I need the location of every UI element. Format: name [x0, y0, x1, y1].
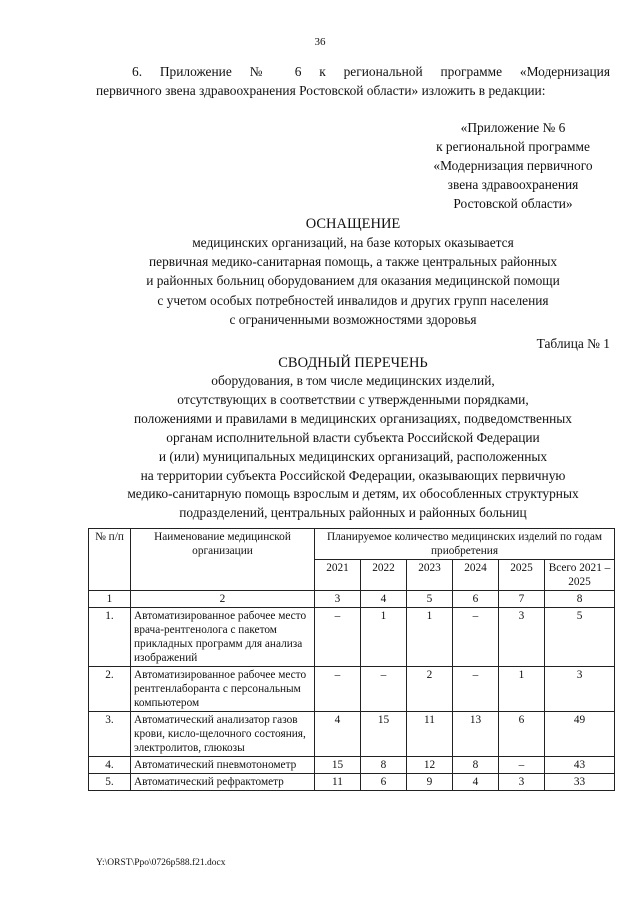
table-row	[89, 757, 615, 774]
table-row	[89, 774, 615, 791]
row-total: 3	[545, 667, 615, 712]
subtitle-line: медицинских организаций, на базе которых оказывается	[192, 235, 514, 250]
index-cell: 6	[453, 591, 499, 608]
index-cell: 5	[407, 591, 453, 608]
header-number: № п/п	[89, 529, 131, 591]
subtitle-line: на территории субъекта Российской Федерации, оказывающих первичную	[140, 467, 566, 483]
appendix-line: Ростовской области»	[453, 196, 573, 211]
file-path-footer: Y:\ORST\Ppo\0726p588.f21.docx	[96, 858, 226, 868]
equipment-table	[88, 528, 615, 791]
subtitle-line: отсутствующих в соответствии с утвержденными порядками,	[177, 391, 529, 407]
row-value: –	[499, 757, 545, 774]
row-value: 11	[407, 712, 453, 757]
row-value: 3	[499, 774, 545, 791]
appendix-line: звена здравоохранения	[447, 177, 579, 192]
subtitle-line: медико-санитарную помощь взрослым и детям, их обособленных структурных	[127, 486, 579, 502]
row-value: 9	[407, 774, 453, 791]
row-number: 5.	[89, 774, 131, 791]
row-value: 3	[499, 608, 545, 667]
row-value: 8	[453, 757, 499, 774]
document-title: ОСНАЩЕНИЕ	[305, 216, 401, 232]
row-name: Автоматический анализатор газов крови, кисло-щелочного состояния, электролитов, глюкозы	[131, 712, 315, 757]
header-year: 2025	[499, 560, 545, 591]
intro-paragraph	[96, 62, 610, 100]
row-value: 6	[499, 712, 545, 757]
subtitle-line: первичная медико-санитарная помощь, а также центральных районных	[148, 254, 558, 270]
table-row	[89, 667, 615, 712]
row-total: 43	[545, 757, 615, 774]
row-value: –	[315, 608, 361, 667]
row-value: 8	[361, 757, 407, 774]
appendix-line: «Модернизация первичного	[433, 158, 593, 173]
row-value: 11	[315, 774, 361, 791]
subtitle-line: положениями и правилами в медицинских организациях, подведомственных	[134, 410, 572, 426]
row-number: 2.	[89, 667, 131, 712]
row-value: 2	[407, 667, 453, 712]
header-year: 2021	[315, 560, 361, 591]
header-year: 2022	[361, 560, 407, 591]
subtitle-line: органам исполнительной власти субъекта Российской Федерации	[166, 429, 540, 445]
index-cell: 1	[89, 591, 131, 608]
row-name: Автоматический пневмотонометр	[131, 757, 315, 774]
row-value: –	[453, 667, 499, 712]
appendix-heading	[406, 118, 620, 213]
row-value: 1	[361, 608, 407, 667]
table-title: СВОДНЫЙ ПЕРЕЧЕНЬ	[278, 355, 428, 371]
index-row	[89, 591, 615, 608]
row-total: 49	[545, 712, 615, 757]
row-value: 1	[499, 667, 545, 712]
row-total: 33	[545, 774, 615, 791]
index-cell: 2	[131, 591, 315, 608]
header-total: Всего 2021 – 2025	[545, 560, 615, 591]
index-cell: 8	[545, 591, 615, 608]
subtitle-line: и районных больниц оборудованием для оказания медицинской помощи	[146, 273, 560, 289]
row-total: 5	[545, 608, 615, 667]
page-number: 36	[314, 36, 326, 48]
row-value: –	[315, 667, 361, 712]
document-subtitle	[96, 233, 610, 329]
appendix-line: к региональной программе	[436, 139, 590, 154]
subtitle-line: с учетом особых потребностей инвалидов и других групп населения	[157, 292, 549, 308]
table-number: Таблица № 1	[536, 336, 610, 351]
row-name: Автоматический рефрактометр	[131, 774, 315, 791]
table-row	[89, 712, 615, 757]
table-subtitle	[96, 372, 610, 523]
header-planned-quantity: Планируемое количество медицинских изделий по годам приобретения	[315, 529, 615, 560]
header-year: 2024	[453, 560, 499, 591]
row-value: 12	[407, 757, 453, 774]
row-value: 4	[315, 712, 361, 757]
row-name: Автоматизированное рабочее место врача-рентгенолога с пакетом прикладных программ для анализа изображений	[131, 608, 315, 667]
row-value: 4	[453, 774, 499, 791]
header-year: 2023	[407, 560, 453, 591]
row-value: 1	[407, 608, 453, 667]
subtitle-line: и (или) муниципальных медицинских организаций, расположенных	[158, 448, 548, 464]
subtitle-line: с ограниченными возможностями здоровья	[229, 311, 477, 327]
subtitle-line: подразделений, центральных районных и районных больниц	[179, 505, 527, 521]
row-number: 1.	[89, 608, 131, 667]
subtitle-line: оборудования, в том числе медицинских изделий,	[211, 373, 495, 388]
row-value: 15	[315, 757, 361, 774]
intro-line-1: 6. Приложение № 6 к региональной программе «Модернизация	[132, 64, 610, 79]
row-number: 4.	[89, 757, 131, 774]
index-cell: 4	[361, 591, 407, 608]
row-value: 13	[453, 712, 499, 757]
row-value: –	[361, 667, 407, 712]
row-value: –	[453, 608, 499, 667]
row-name: Автоматизированное рабочее место рентгенлаборанта с персональным компьютером	[131, 667, 315, 712]
index-cell: 3	[315, 591, 361, 608]
row-value: 15	[361, 712, 407, 757]
table-row	[89, 608, 615, 667]
row-value: 6	[361, 774, 407, 791]
header-organization-name: Наименование медицинской организации	[131, 529, 315, 591]
row-number: 3.	[89, 712, 131, 757]
appendix-line: «Приложение № 6	[460, 120, 566, 135]
index-cell: 7	[499, 591, 545, 608]
intro-line-2: первичного звена здравоохранения Ростовской области» изложить в редакции:	[96, 83, 546, 98]
